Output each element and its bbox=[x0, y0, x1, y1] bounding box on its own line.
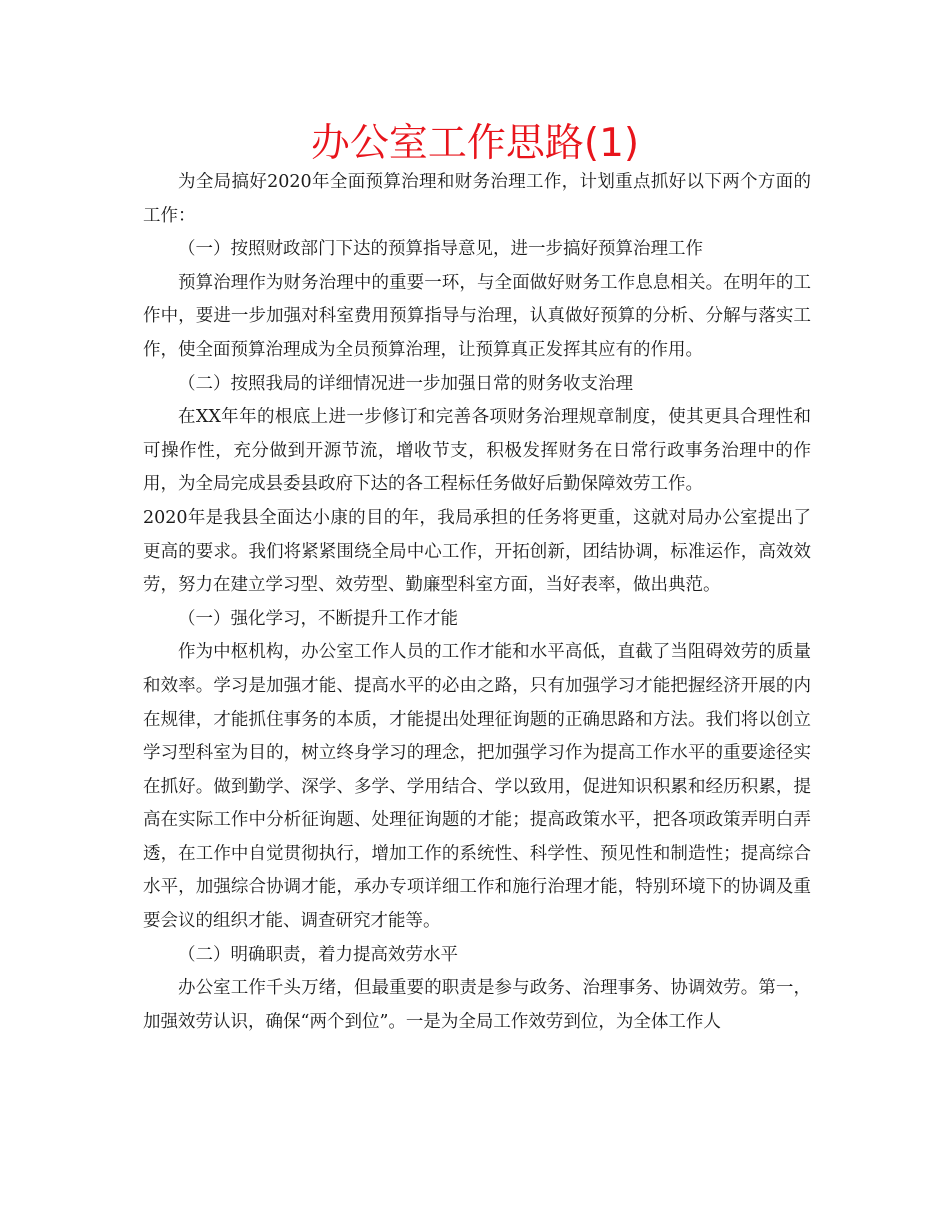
paragraph-intro: 为全局搞好2020年全面预算治理和财务治理工作，计划重点抓好以下两个方面的工作： bbox=[143, 172, 811, 226]
heading-finance-management: （二）按照我局的详细情况进一步加强日常的财务收支治理 bbox=[178, 373, 633, 394]
heading-clarify-duties: （二）明确职责，着力提高效劳水平 bbox=[178, 944, 458, 965]
paragraph-budget-management: 预算治理作为财务治理中的重要一环，与全面做好财务工作息息相关。在明年的工作中，要进一步加强对科室费用预算指导与治理，认真做好预算的分析、分解与落实工作，使全面预算治理成为全员预算治理，让预算真正发挥其应有的作用。 bbox=[143, 272, 811, 360]
heading-budget-management: （一）按照财政部门下达的预算指导意见，进一步搞好预算治理工作 bbox=[178, 239, 703, 260]
document-title: 办公室工作思路(1) bbox=[310, 121, 640, 166]
paragraph-strengthen-learning: 作为中枢机构，办公室工作人员的工作才能和水平高低，直截了当阻碍效劳的质量和效率。学习是加强才能、提高水平的必由之路，只有加强学习才能把握经济开展的内在规律，才能抓住事务的本质，才能提出处理征询题的正确思路和方法。我们将以创立学习型科室为目的，树立终身学习的理念，把加强学习作为提高工作水平的重要途径实在抓好。做到勤学、深学、多学、学用结合、学以致用，促进知识积累和经历积累，提高在实际工作中分析征询题、处理征询题的才能；提高政策水平，把各项政策弄明白弄透，在工作中自觉贯彻执行，增加工作的系统性、科学性、预见性和制造性；提高综合水平，加强综合协调才能，承办专项详细工作和施行治理才能，特别环境下的协调及重要会议的组织才能、调查研究才能等。 bbox=[143, 642, 811, 932]
paragraph-2020-goals: 2020年是我县全面达小康的目的年，我局承担的任务将更重，这就对局办公室提出了更高的要求。我们将紧紧围绕全局中心工作，开拓创新，团结协调，标准运作，高效效劳，努力在建立学习型、效劳型、勤廉型科室方面，当好表率，做出典范。 bbox=[143, 507, 811, 596]
paragraph-clarify-duties: 办公室工作千头万绪，但最重要的职责是参与政务、治理事务、协调效劳。第一，加强效劳认识，确保“两个到位”。一是为全局工作效劳到位，为全体工作人 bbox=[143, 978, 811, 1032]
paragraph-finance-management: 在XX年年的根底上进一步修订和完善各项财务治理规章制度，使其更具合理性和可操作性，充分做到开源节流，增收节支，积极发挥财务在日常行政事务治理中的作用，为全局完成县委县政府下达的各工程标任务做好后勤保障效劳工作。 bbox=[143, 407, 811, 495]
document-body bbox=[143, 166, 811, 1039]
heading-strengthen-learning: （一）强化学习，不断提升工作才能 bbox=[178, 608, 458, 629]
